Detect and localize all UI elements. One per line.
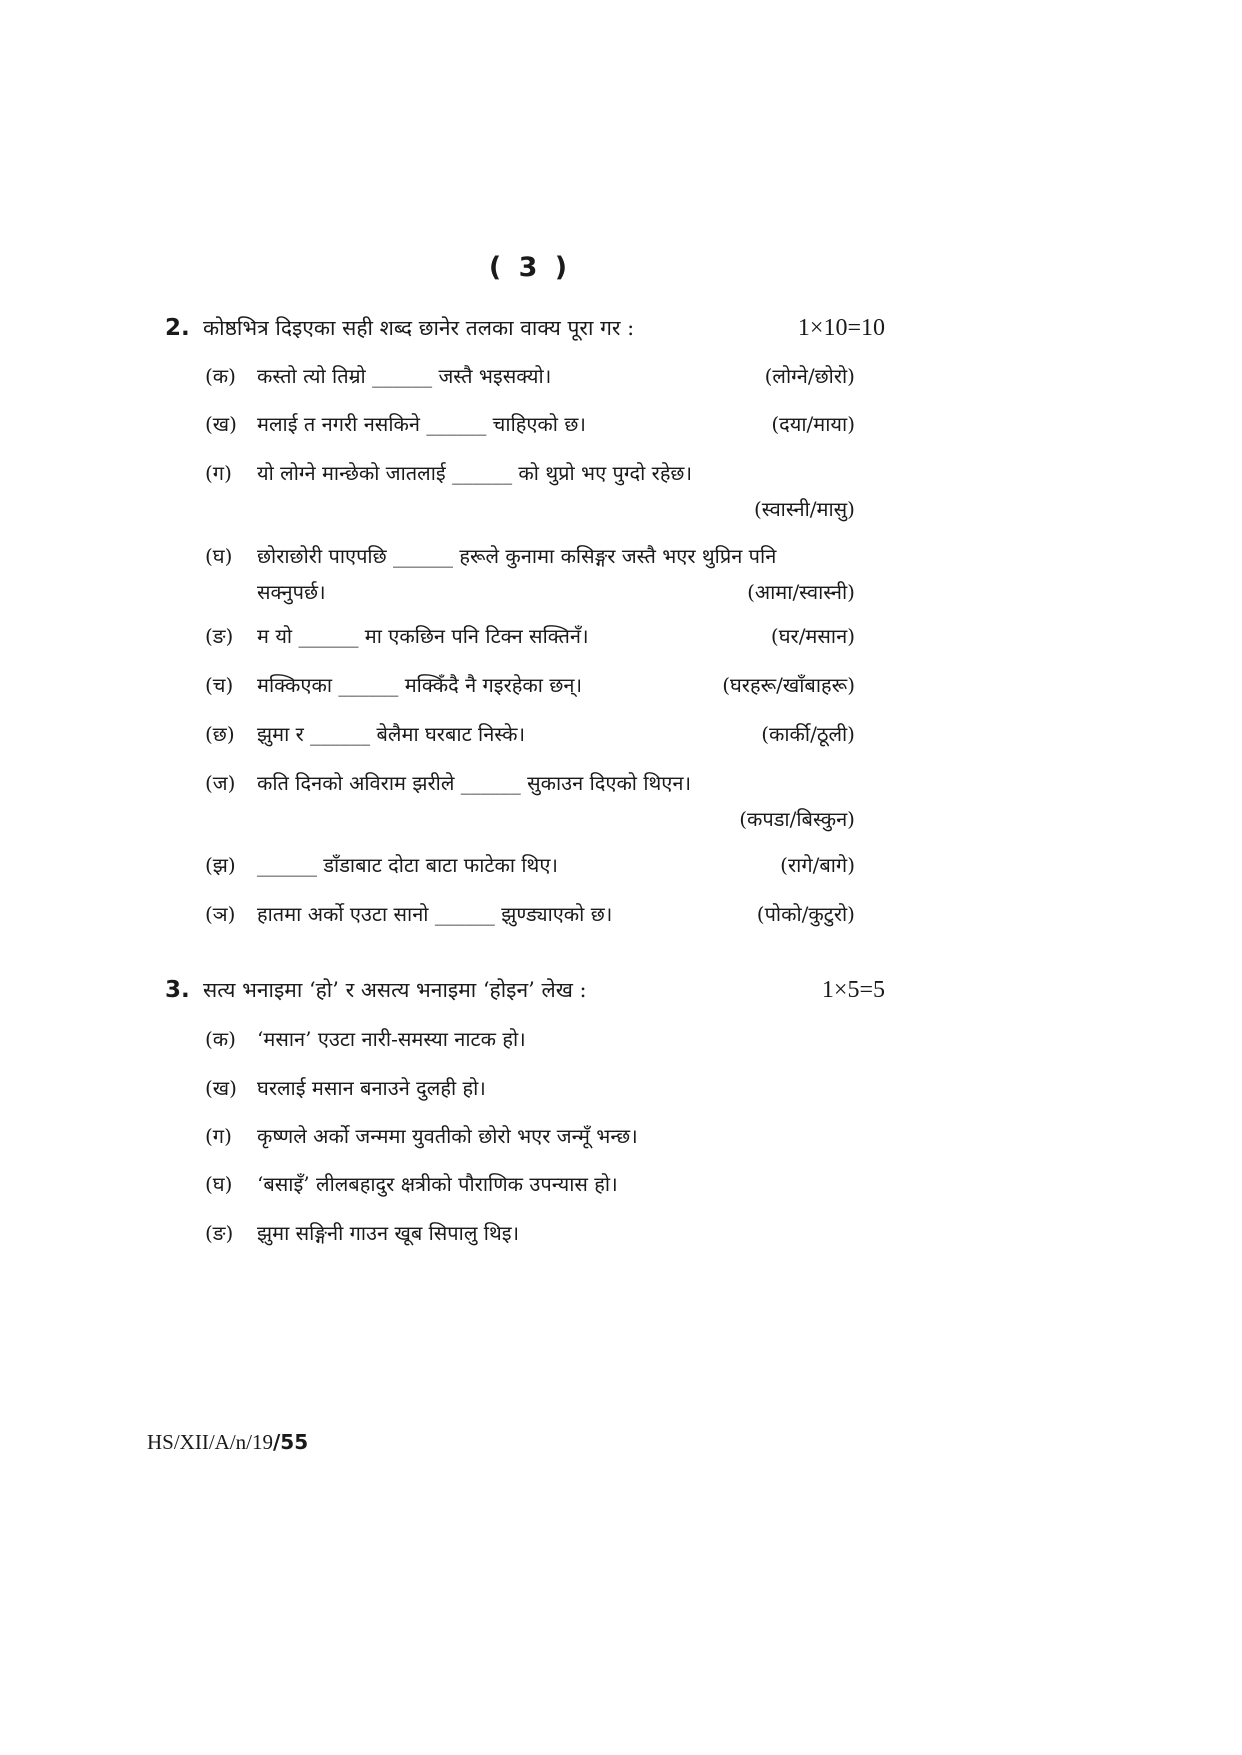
item-text: कृष्णले अर्को जन्ममा युवतीको छोरो भएर जन्मूँ भन्छ।: [257, 1124, 638, 1148]
item-text: म यो ______ मा एकछिन पनि टिक्न सक्तिनँ।: [257, 624, 589, 648]
item-options: (रागे/बागे): [780, 853, 855, 877]
footer-suffix: /55: [273, 1430, 309, 1454]
item-text: ______ डाँडाबाट दोटा बाटा फाटेका थिए।: [257, 853, 558, 877]
item-options: (पोको/कुटुरो): [756, 902, 855, 926]
item-label: (ङ): [205, 1221, 234, 1245]
item-label: (क): [205, 1027, 236, 1051]
item-text: छोराछोरी पाएपछि ______ हरूले कुनामा कसिङ्गर जस्तै भएर थुप्रिन पनि: [257, 544, 777, 568]
item-options: (कार्की/ठूली): [761, 722, 855, 746]
item-text: झुमा सङ्गिनी गाउन खूब सिपालु थिइ।: [257, 1221, 520, 1245]
question-marks: 1×5=5: [821, 977, 885, 1003]
question-instruction: सत्य भनाइमा ‘हो’ र असत्य भनाइमा ‘होइन’ लेख :: [203, 978, 587, 1002]
item-text: मक्किएका ______ मक्किँदै नै गइरहेका छन्।: [257, 673, 583, 697]
item-options: (दया/माया): [771, 412, 855, 436]
item-label: (ग): [205, 1124, 232, 1148]
item-label: (ङ): [205, 624, 234, 648]
item-text: कस्तो त्यो तिम्रो ______ जस्तै भइसक्यो।: [257, 364, 552, 388]
item-label: (ञ): [205, 902, 236, 926]
item-text: ‘मसान’ एउटा नारी-समस्या नाटक हो।: [257, 1027, 526, 1051]
item-label: (ख): [205, 1076, 237, 1100]
item-label: (घ): [205, 1172, 233, 1196]
item-options: (घरहरू/खाँबाहरू): [722, 673, 855, 697]
item-text-continuation: सक्नुपर्छ।: [257, 580, 326, 604]
item-options: (कपडा/बिस्कुन): [739, 807, 855, 831]
item-label: (घ): [205, 544, 233, 568]
item-text: कति दिनको अविराम झरीले ______ सुकाउन दिएको थिएन।: [257, 771, 692, 795]
item-label: (ख): [205, 412, 237, 436]
item-options: (लोग्ने/छोरो): [764, 364, 855, 388]
item-text: ‘बसाइँ’ लीलबहादुर क्षत्रीको पौराणिक उपन्यास हो।: [257, 1172, 618, 1196]
item-options: (घर/मसान): [770, 624, 855, 648]
question-number: 2.: [165, 315, 190, 341]
question-number: 3.: [165, 977, 190, 1003]
item-label: (झ): [205, 853, 236, 877]
question-marks: 1×10=10: [797, 315, 885, 341]
footer-code: HS/XII/A/n/19: [147, 1430, 273, 1454]
page-number: ( 3 ): [488, 252, 572, 283]
item-label: (ग): [205, 461, 232, 485]
item-text: हातमा अर्को एउटा सानो ______ झुण्ड्याएको छ।: [257, 902, 613, 926]
item-text: मलाई त नगरी नसकिने ______ चाहिएको छ।: [257, 412, 586, 436]
item-text: यो लोग्ने मान्छेको जातलाई ______ को थुप्रो भए पुग्दो रहेछ।: [257, 461, 693, 485]
item-text: घरलाई मसान बनाउने दुलही हो।: [257, 1076, 486, 1100]
item-label: (च): [205, 673, 234, 697]
question-instruction: कोष्ठभित्र दिइएका सही शब्द छानेर तलका वाक्य पूरा गर :: [203, 316, 635, 340]
item-text: झुमा र ______ बेलैमा घरबाट निस्के।: [257, 722, 526, 746]
item-options: (स्वास्नी/मासु): [753, 497, 855, 521]
page-footer-code: [147, 1430, 308, 1455]
item-options: (आमा/स्वास्नी): [747, 580, 855, 604]
item-label: (ज): [205, 771, 236, 795]
item-label: (छ): [205, 722, 235, 746]
item-label: (क): [205, 364, 236, 388]
